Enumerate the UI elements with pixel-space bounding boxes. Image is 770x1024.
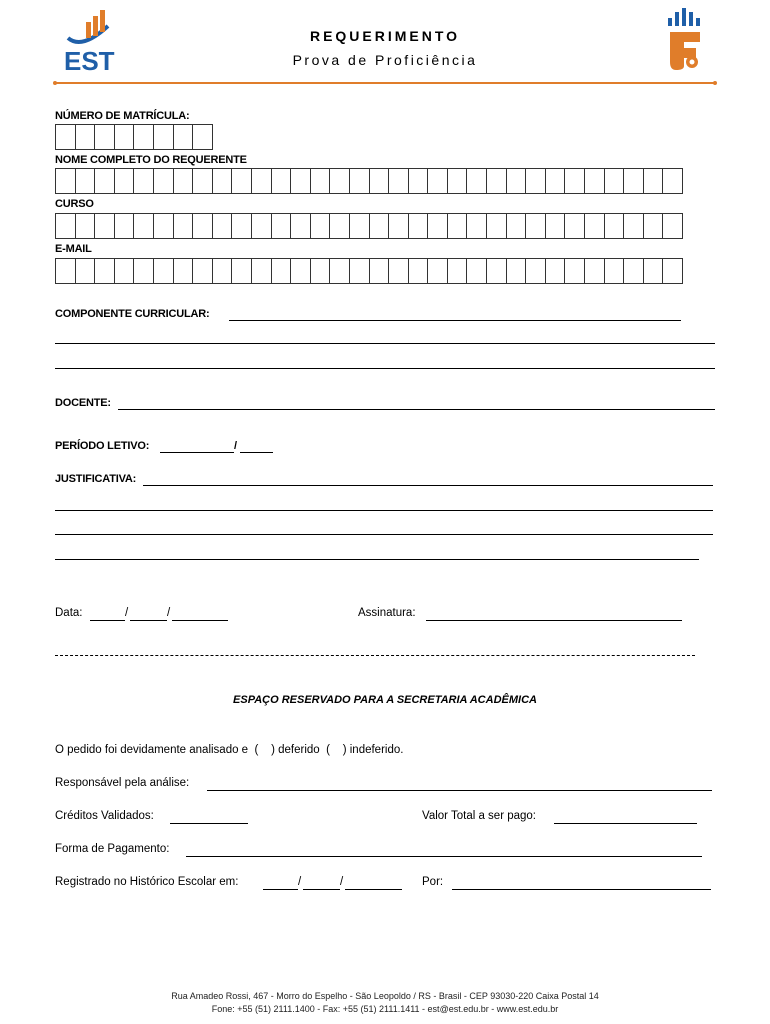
char-box[interactable] (604, 213, 625, 239)
char-box[interactable] (427, 213, 448, 239)
matricula-boxes[interactable] (55, 124, 212, 150)
char-box[interactable] (212, 258, 233, 284)
char-box[interactable] (192, 168, 213, 194)
char-box[interactable] (466, 213, 487, 239)
creditos-label: Créditos Validados: (55, 810, 154, 822)
registrado-label: Registrado no Histórico Escolar em: (55, 876, 239, 888)
est-logo-text: EST (64, 46, 115, 74)
char-box[interactable] (662, 168, 683, 194)
char-box[interactable] (192, 258, 213, 284)
responsavel-line[interactable] (207, 790, 712, 791)
char-box[interactable] (192, 213, 213, 239)
char-box[interactable] (369, 258, 390, 284)
char-box[interactable] (388, 213, 409, 239)
char-box[interactable] (55, 213, 76, 239)
char-box[interactable] (427, 168, 448, 194)
char-box[interactable] (55, 258, 76, 284)
char-box[interactable] (506, 258, 527, 284)
char-box[interactable] (623, 213, 644, 239)
periodo-label: PERÍODO LETIVO: (55, 440, 150, 452)
char-box[interactable] (662, 258, 683, 284)
date-sep-2: / (167, 607, 171, 619)
char-box[interactable] (271, 258, 292, 284)
forma-label: Forma de Pagamento: (55, 843, 170, 855)
char-box[interactable] (94, 213, 115, 239)
componente-line[interactable] (229, 320, 681, 321)
periodo-sep: / (234, 440, 237, 452)
char-box[interactable] (173, 213, 194, 239)
header-divider (55, 82, 715, 84)
char-box[interactable] (75, 258, 96, 284)
char-box[interactable] (564, 168, 585, 194)
periodo-line-1[interactable] (160, 452, 234, 453)
char-box[interactable] (408, 168, 429, 194)
email-boxes[interactable] (55, 258, 682, 284)
char-box[interactable] (584, 168, 605, 194)
char-box[interactable] (310, 213, 331, 239)
matricula-label: NÚMERO DE MATRÍCULA: (55, 110, 190, 122)
char-box[interactable] (114, 258, 135, 284)
curso-label: CURSO (55, 198, 94, 210)
justificativa-line-3[interactable] (55, 534, 713, 535)
char-box[interactable] (251, 258, 272, 284)
registrado-month[interactable] (303, 889, 340, 890)
char-box[interactable] (564, 213, 585, 239)
char-box[interactable] (349, 213, 370, 239)
char-box[interactable] (369, 213, 390, 239)
char-box[interactable] (114, 168, 135, 194)
char-box[interactable] (212, 168, 233, 194)
char-box[interactable] (212, 213, 233, 239)
char-box[interactable] (545, 168, 566, 194)
justificativa-line-4[interactable] (55, 559, 699, 560)
email-label: E-MAIL (55, 243, 92, 255)
char-box[interactable] (545, 213, 566, 239)
char-box[interactable] (133, 168, 154, 194)
char-box[interactable] (506, 213, 527, 239)
responsavel-label: Responsável pela análise: (55, 777, 190, 789)
char-box[interactable] (564, 258, 585, 284)
char-box[interactable] (290, 168, 311, 194)
registrado-year[interactable] (345, 889, 402, 890)
char-box[interactable] (75, 168, 96, 194)
registrado-day[interactable] (263, 889, 298, 890)
char-box[interactable] (173, 168, 194, 194)
char-box[interactable] (447, 213, 468, 239)
deferido-label: deferido (278, 744, 320, 756)
char-box[interactable] (525, 168, 546, 194)
char-box[interactable] (349, 258, 370, 284)
char-box[interactable] (329, 213, 350, 239)
char-box[interactable] (623, 258, 644, 284)
char-box[interactable] (94, 168, 115, 194)
char-box[interactable] (369, 168, 390, 194)
char-box[interactable] (173, 258, 194, 284)
char-box[interactable] (486, 213, 507, 239)
char-box[interactable] (388, 168, 409, 194)
date-sep-1: / (125, 607, 129, 619)
deferido-checkbox[interactable]: ( ) (251, 744, 279, 756)
char-box[interactable] (310, 168, 331, 194)
indeferido-label: indeferido. (349, 744, 404, 756)
nome-label: NOME COMPLETO DO REQUERENTE (55, 154, 247, 166)
char-box[interactable] (290, 258, 311, 284)
char-box[interactable] (643, 213, 664, 239)
char-box[interactable] (114, 213, 135, 239)
char-box[interactable] (251, 168, 272, 194)
forma-line[interactable] (186, 856, 702, 857)
data-label: Data: (55, 607, 83, 619)
justificativa-line[interactable] (143, 485, 713, 486)
creditos-line[interactable] (170, 823, 248, 824)
char-box[interactable] (545, 258, 566, 284)
char-box[interactable] (94, 258, 115, 284)
char-box[interactable] (310, 258, 331, 284)
char-box[interactable] (486, 168, 507, 194)
justificativa-line-2[interactable] (55, 510, 713, 511)
char-box[interactable] (388, 258, 409, 284)
char-box[interactable] (584, 258, 605, 284)
char-box[interactable] (231, 168, 252, 194)
char-box[interactable] (133, 258, 154, 284)
docente-label: DOCENTE: (55, 397, 111, 409)
char-box[interactable] (271, 168, 292, 194)
data-year[interactable] (172, 620, 228, 621)
char-box[interactable] (525, 213, 546, 239)
curso-boxes[interactable] (55, 213, 682, 239)
char-box[interactable] (231, 258, 252, 284)
cut-line (55, 655, 695, 656)
reg-sep-2: / (340, 876, 344, 888)
char-box[interactable] (643, 168, 664, 194)
indeferido-checkbox[interactable]: ( ) (322, 744, 350, 756)
char-box[interactable] (584, 213, 605, 239)
pedido-text: O pedido foi devidamente analisado e (55, 744, 249, 756)
char-box[interactable] (427, 258, 448, 284)
por-line[interactable] (452, 889, 711, 890)
char-box[interactable] (349, 168, 370, 194)
componente-line-2[interactable] (55, 343, 715, 344)
justificativa-label: JUSTIFICATIVA: (55, 473, 137, 485)
footer-address: Rua Amadeo Rossi, 467 - Morro do Espelho - São Leopoldo / RS - Brasil - CEP 93030-220 Caixa Postal 14 (171, 991, 599, 1001)
char-box[interactable] (525, 258, 546, 284)
assinatura-line[interactable] (426, 620, 682, 621)
char-box[interactable] (486, 258, 507, 284)
data-month[interactable] (130, 620, 167, 621)
valor-line[interactable] (554, 823, 697, 824)
char-box[interactable] (447, 258, 468, 284)
char-box[interactable] (329, 258, 350, 284)
char-box[interactable] (447, 168, 468, 194)
char-box[interactable] (75, 213, 96, 239)
char-box[interactable] (133, 213, 154, 239)
pedido-row (55, 744, 403, 756)
char-box[interactable] (662, 213, 683, 239)
footer-contact: Fone: +55 (51) 2111.1400 - Fax: +55 (51) 2111.1411 - est@est.edu.br - www.est.edu.br (211, 1004, 559, 1014)
page-subtitle: Prova de Proficiência (292, 52, 478, 68)
char-box[interactable] (290, 213, 311, 239)
docente-line[interactable] (118, 409, 715, 410)
char-box[interactable] (506, 168, 527, 194)
componente-line-3[interactable] (55, 368, 715, 369)
char-box[interactable] (604, 168, 625, 194)
data-day[interactable] (90, 620, 125, 621)
char-box[interactable] (643, 258, 664, 284)
char-box[interactable] (604, 258, 625, 284)
componente-label: COMPONENTE CURRICULAR: (55, 308, 210, 320)
char-box[interactable] (408, 213, 429, 239)
char-box[interactable] (153, 213, 174, 239)
valor-label: Valor Total a ser pago: (422, 810, 537, 822)
char-box[interactable] (271, 213, 292, 239)
char-box[interactable] (251, 213, 272, 239)
nome-boxes[interactable] (55, 168, 682, 194)
char-box[interactable] (408, 258, 429, 284)
char-box[interactable] (329, 168, 350, 194)
por-label: Por: (422, 876, 444, 888)
secretaria-heading: ESPAÇO RESERVADO PARA A SECRETARIA ACADÊMICA (233, 694, 537, 706)
char-box[interactable] (231, 213, 252, 239)
reg-sep-1: / (298, 876, 302, 888)
char-box[interactable] (153, 258, 174, 284)
char-box[interactable] (623, 168, 644, 194)
char-box[interactable] (55, 168, 76, 194)
periodo-line-2[interactable] (240, 452, 273, 453)
assinatura-label: Assinatura: (358, 607, 416, 619)
char-box[interactable] (466, 258, 487, 284)
page-title: REQUERIMENTO (309, 28, 461, 44)
char-box[interactable] (153, 168, 174, 194)
char-box[interactable] (466, 168, 487, 194)
